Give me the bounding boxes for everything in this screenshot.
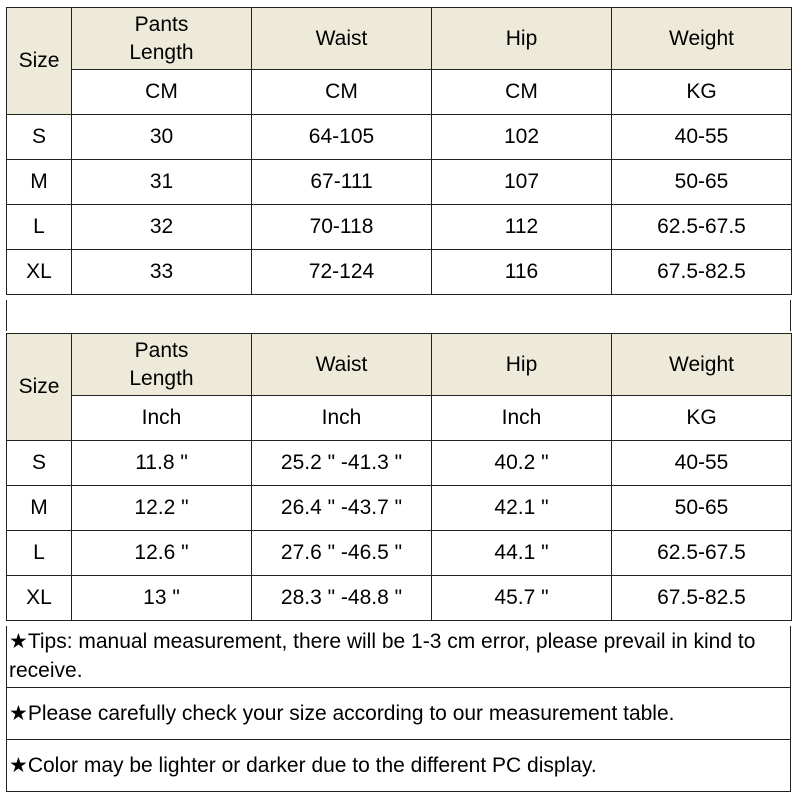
weight-cell: 50-65 [612,160,792,205]
pants-length-cell: 32 [72,205,252,250]
size-cell: L [7,531,72,576]
pants-length-cell: 31 [72,160,252,205]
hip-cell: 102 [432,115,612,160]
note-color: ★Color may be lighter or darker due to the different PC display. [6,740,791,792]
note-tips: ★Tips: manual measurement, there will be 1-3 cm error, please prevail in kind to receive. [6,626,791,688]
waist-cell: 28.3 " -48.8 " [252,576,432,621]
size-cell: L [7,205,72,250]
weight-cell: 67.5-82.5 [612,250,792,295]
hip-cell: 116 [432,250,612,295]
table-gap [6,300,791,331]
pants-length-cell: 12.6 " [72,531,252,576]
weight-cell: 40-55 [612,115,792,160]
table-row [7,441,792,486]
pants-length-cell: 13 " [72,576,252,621]
waist-cell: 64-105 [252,115,432,160]
hip-header: Hip [432,334,612,396]
size-chart-inch [6,333,792,621]
hip-cell: 42.1 " [432,486,612,531]
pants-length-cell: 30 [72,115,252,160]
waist-cell: 25.2 " -41.3 " [252,441,432,486]
waist-cell: 70-118 [252,205,432,250]
table-row [7,531,792,576]
size-cell: M [7,486,72,531]
size-header: Size [7,8,72,115]
hip-cell: 45.7 " [432,576,612,621]
unit-cell: CM [252,70,432,115]
waist-cell: 72-124 [252,250,432,295]
table-row [7,250,792,295]
weight-cell: 67.5-82.5 [612,576,792,621]
size-chart-cm [6,7,792,295]
unit-cell: Inch [252,396,432,441]
size-cell: XL [7,576,72,621]
pants-length-header: Pants Length [72,8,252,70]
table-row [7,576,792,621]
waist-header: Waist [252,334,432,396]
size-header: Size [7,334,72,441]
hip-header: Hip [432,8,612,70]
hip-cell: 112 [432,205,612,250]
unit-cell: KG [612,70,792,115]
unit-cell: CM [432,70,612,115]
waist-cell: 26.4 " -43.7 " [252,486,432,531]
unit-cell: Inch [72,396,252,441]
unit-cell: Inch [432,396,612,441]
hip-cell: 107 [432,160,612,205]
table-row [7,486,792,531]
pants-length-cell: 11.8 " [72,441,252,486]
pants-length-cell: 33 [72,250,252,295]
notes-section [6,626,791,792]
weight-header: Weight [612,8,792,70]
pants-length-header: Pants Length [72,334,252,396]
unit-cell: KG [612,396,792,441]
unit-cell: CM [72,70,252,115]
weight-header: Weight [612,334,792,396]
hip-cell: 44.1 " [432,531,612,576]
weight-cell: 62.5-67.5 [612,531,792,576]
weight-cell: 62.5-67.5 [612,205,792,250]
weight-cell: 40-55 [612,441,792,486]
waist-header: Waist [252,8,432,70]
size-cell: XL [7,250,72,295]
size-cell: S [7,115,72,160]
pants-length-cell: 12.2 " [72,486,252,531]
table-row [7,205,792,250]
table-row [7,115,792,160]
hip-cell: 40.2 " [432,441,612,486]
note-check-size: ★Please carefully check your size according to our measurement table. [6,688,791,740]
waist-cell: 27.6 " -46.5 " [252,531,432,576]
waist-cell: 67-111 [252,160,432,205]
size-cell: S [7,441,72,486]
table-row [7,160,792,205]
size-cell: M [7,160,72,205]
weight-cell: 50-65 [612,486,792,531]
